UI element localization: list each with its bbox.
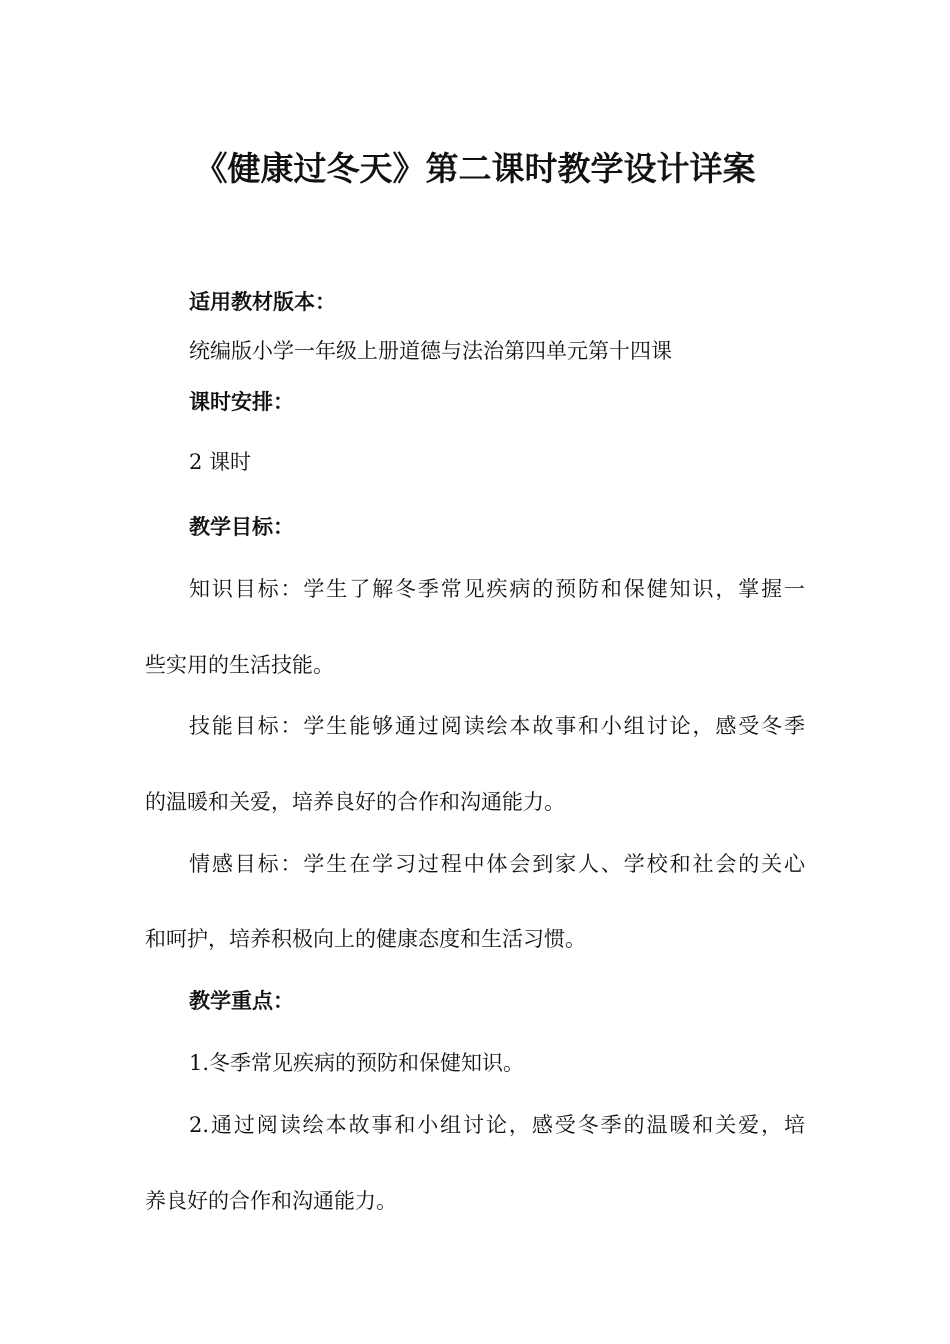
skill-objective-line-1: 技能目标：学生能够通过阅读绘本故事和小组讨论，感受冬季 <box>189 714 805 738</box>
keypoint-2-line-1: 2.通过阅读绘本故事和小组讨论，感受冬季的温暖和关爱，培 <box>189 1113 805 1137</box>
emotion-objective-line-1: 情感目标：学生在学习过程中体会到家人、学校和社会的关心 <box>189 852 805 876</box>
skill-objective-line-2: 的温暖和关爱，培养良好的合作和沟通能力。 <box>145 790 565 814</box>
keypoint-1: 1.冬季常见疾病的预防和保健知识。 <box>189 1051 525 1075</box>
keypoint-2-line-2: 养良好的合作和沟通能力。 <box>145 1189 397 1213</box>
textbook-content: 统编版小学一年级上册道德与法治第四单元第十四课 <box>189 339 672 363</box>
textbook-heading: 适用教材版本： <box>189 290 336 314</box>
objectives-heading: 教学目标： <box>189 515 294 539</box>
emotion-objective-line-2: 和呵护，培养积极向上的健康态度和生活习惯。 <box>145 927 586 951</box>
knowledge-objective-line-2: 些实用的生活技能。 <box>145 653 334 677</box>
schedule-content: 2 课时 <box>189 450 252 474</box>
keypoints-heading: 教学重点： <box>189 989 294 1013</box>
document-title: 《健康过冬天》第二课时教学设计详案 <box>194 149 756 188</box>
schedule-heading: 课时安排： <box>189 390 294 414</box>
knowledge-objective-line-1: 知识目标：学生了解冬季常见疾病的预防和保健知识，掌握一 <box>189 577 805 601</box>
